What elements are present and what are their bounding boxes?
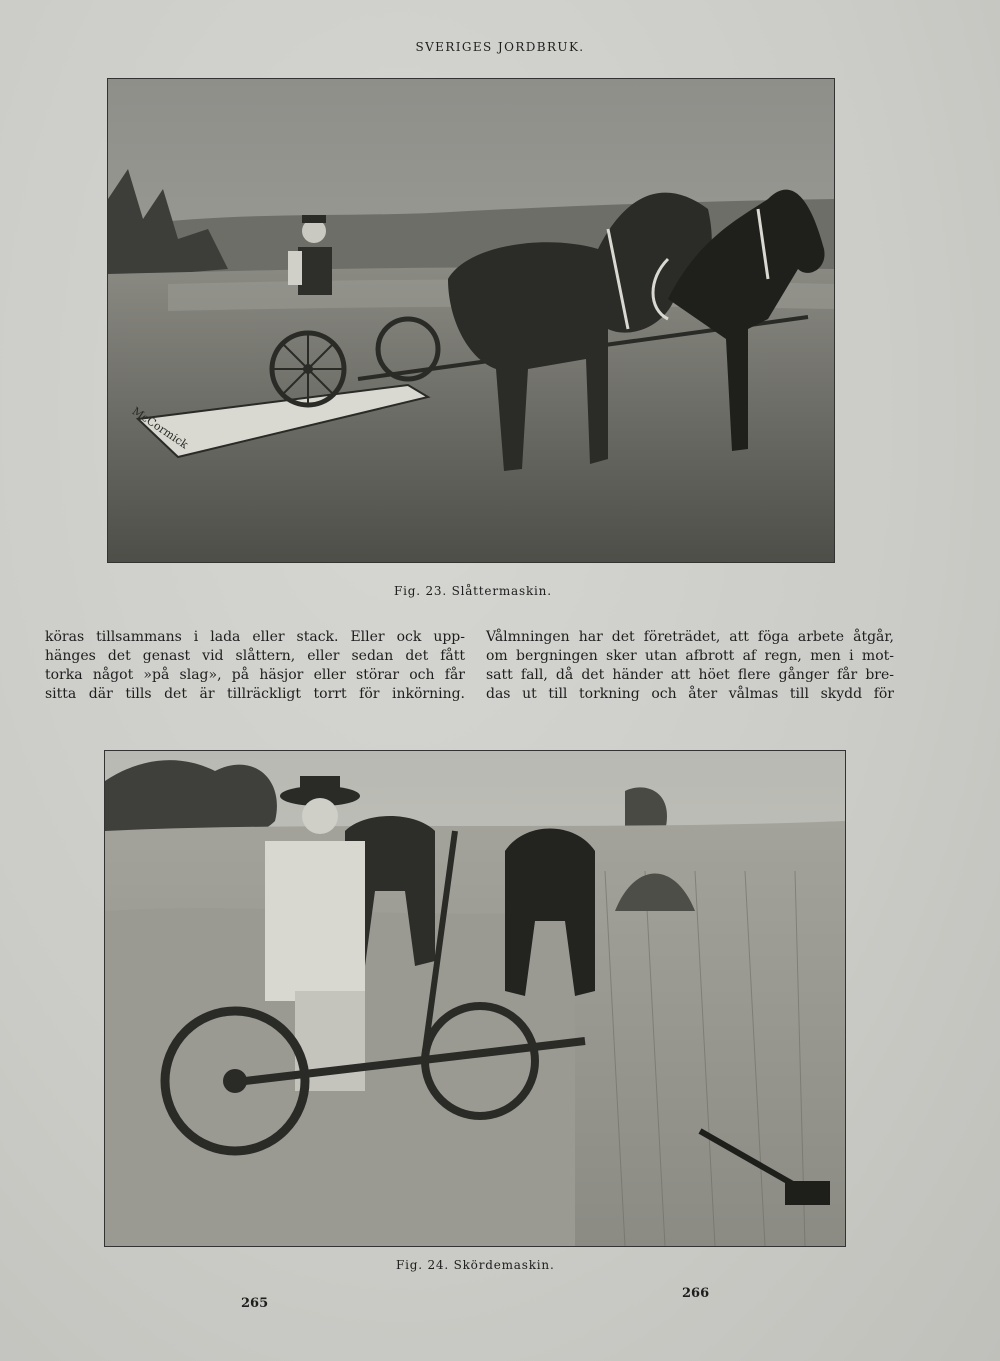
running-header: SVERIGES JORDBRUK.	[415, 40, 585, 54]
figure-23-photo	[107, 78, 835, 563]
text-line: torka något »på slag», på häsjor eller störar och får	[45, 667, 465, 683]
text-line: om bergningen sker utan afbrott af regn, men i mot-	[486, 648, 894, 664]
machine-label: McCormick	[129, 404, 191, 452]
text-line: das ut till torkning och åter vålmas till skydd för	[486, 686, 894, 702]
horse-drawn-mower-photo-icon	[108, 79, 834, 562]
figure-24-caption: Fig. 24. Skördemaskin.	[396, 1258, 555, 1272]
text-line: sitta där tills det är tillräckligt torrt för inkörning.	[45, 686, 465, 702]
text-column-right	[486, 628, 894, 704]
text-line: hänges det genast vid slåttern, eller sedan det fått	[45, 648, 465, 664]
figure-24-photo	[104, 750, 846, 1247]
figure-23-caption: Fig. 23. Slåttermaskin.	[394, 584, 552, 598]
text-line: satt fall, då det händer att höet flere gånger får bre-	[486, 667, 894, 683]
page-number-right: 266	[682, 1286, 710, 1301]
text-line: köras tillsammans i lada eller stack. Eller ock upp-	[45, 629, 465, 645]
text-line: Vålmningen har det företrädet, att föga arbete åtgår,	[486, 629, 894, 645]
page-number-left: 265	[241, 1296, 269, 1311]
text-column-left	[45, 628, 465, 704]
harvesting-machine-photo-icon	[105, 751, 845, 1246]
